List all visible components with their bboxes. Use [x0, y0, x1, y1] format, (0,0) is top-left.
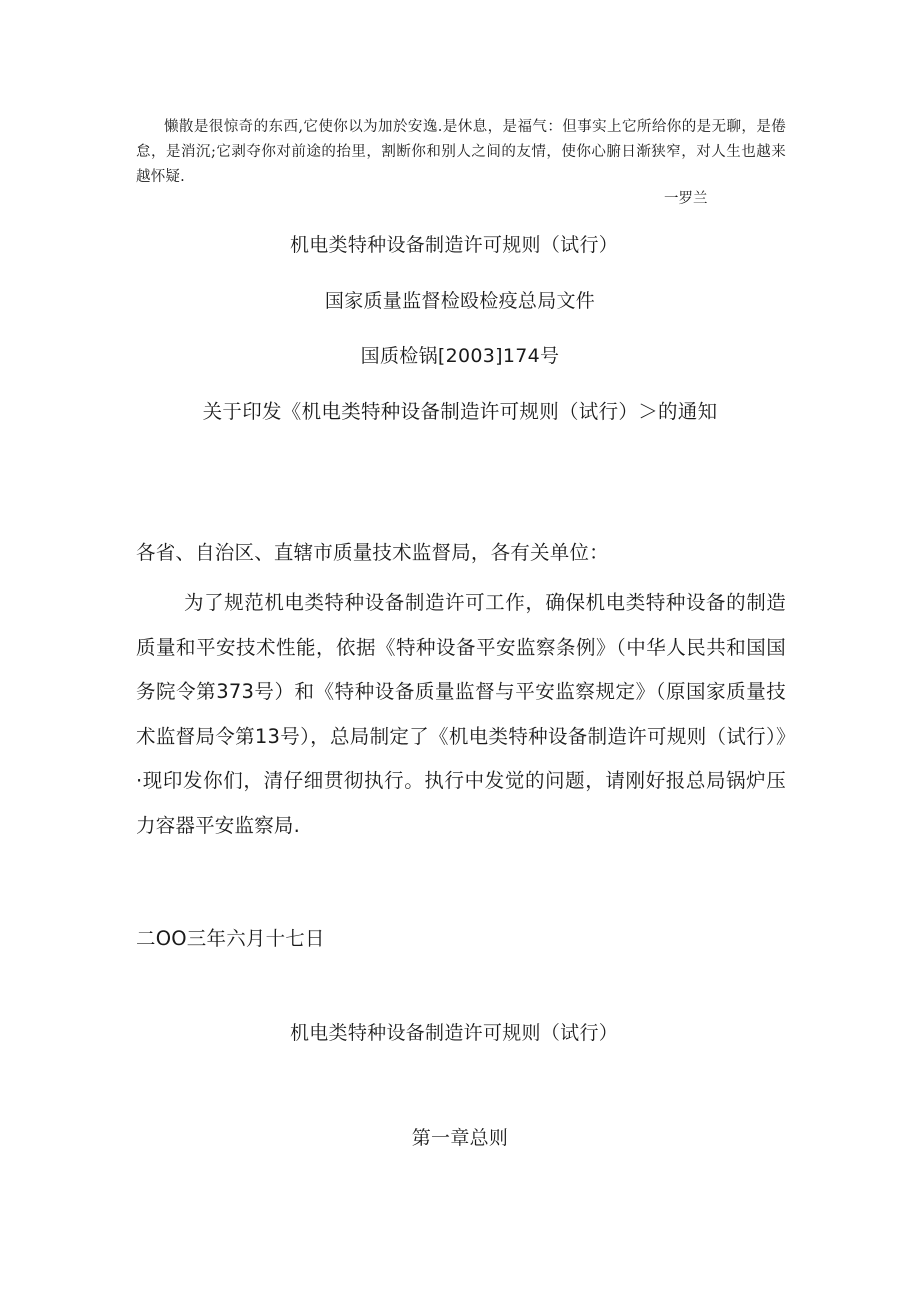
document-title: 机电类特种设备制造许可规则（试行）	[289, 234, 619, 256]
notice-title: 关于印发《机电类特种设备制造许可规则（试行）＞的通知	[202, 400, 718, 423]
epigraph-quote: 懒散是很惊奇的东西,它使你以为加於安逸.是休息，是福气：但事实上它所给你的是无聊，是倦怠，是消沉;它剥夺你对前途的抬里，割断你和别人之间的友情，使你心腑日渐狭窄，对人生也越来越怀疑.	[136, 119, 786, 185]
rules-title: 机电类特种设备制造许可规则（试行）	[289, 1022, 619, 1044]
issuer-line: 国家质量监督检殴检疫总局文件	[324, 290, 596, 312]
issue-date: 二OO三年六月十七日	[136, 927, 325, 950]
chapter-heading: 第一章总则	[411, 1127, 509, 1149]
salutation: 各省、自治区、直辖市质量技术监督局，各有关单位：	[136, 541, 609, 564]
document-number: 国质检锅[2003]174号	[360, 345, 560, 367]
epigraph-author: 一罗兰	[664, 191, 708, 207]
body-paragraph: 为了规范机电类特种设备制造许可工作，确保机电类特种设备的制造质量和平安技术性能，依据《特种设备平安监察条例》（中华人民共和国国务院令第373号）和《特种设备质量监督与平安监察规定》（原国家质量技术监督局令第13号），总局制定了《机电类特种设备制造许可规则（试行）》·现印发你们，清仔细贯彻执行。执行中发觉的问题，请刚好报总局锅炉压力容器平安监察局.	[136, 591, 786, 837]
